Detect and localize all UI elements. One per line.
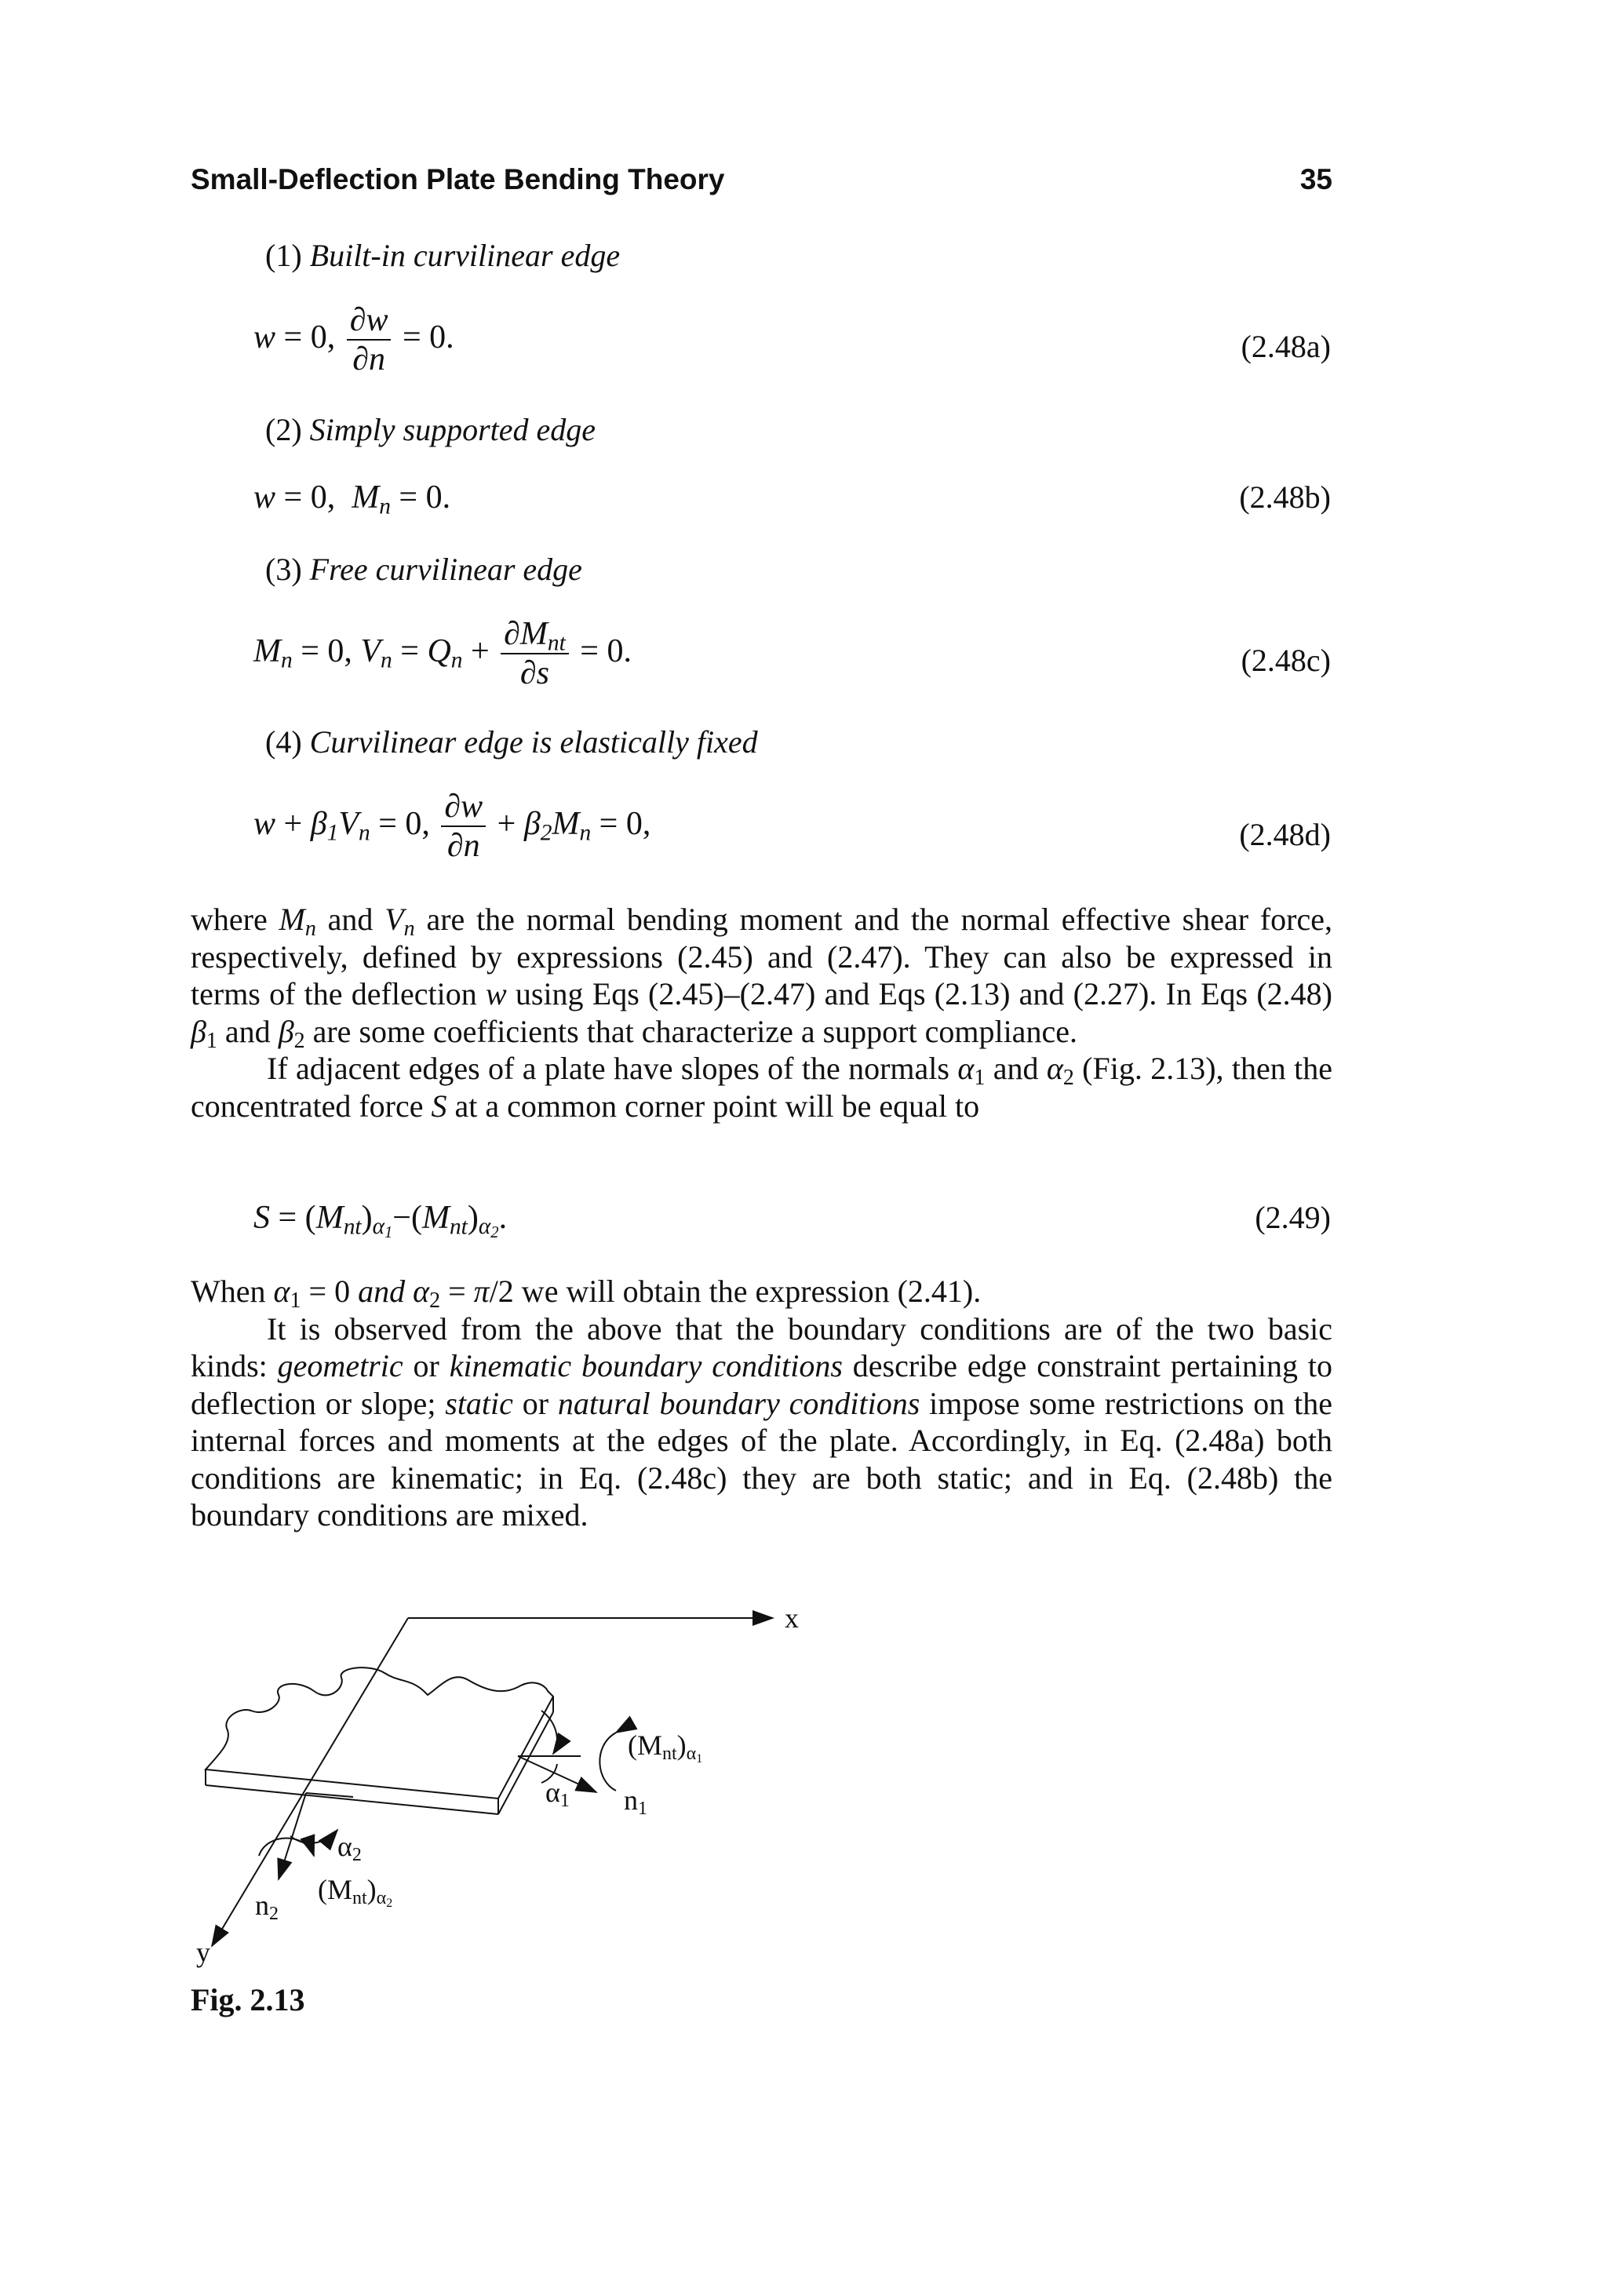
equation-2-48a: w = 0, $\frac{\partial w}{\partial n}$ = 0.: [253, 302, 454, 378]
n1-label: n1: [624, 1784, 647, 1819]
moment-m1-arrow: [599, 1733, 616, 1791]
plate-corner-diagram: [188, 1585, 879, 1993]
plate-top-face: [206, 1667, 553, 1799]
alpha1-arc: [541, 1711, 557, 1754]
alpha2-label: α2: [337, 1831, 362, 1865]
figure-caption: Fig. 2.13: [191, 1982, 305, 2017]
running-header-title: Small-Deflection Plate Bending Theory: [191, 163, 725, 195]
body-text-2: When $\alpha_1 = 0$ and $\alpha_2 = \pi/2$ we will obtain the expression (2.41). It is observed from the above that the boundary conditions are of the two basic kinds: geometric or kinematic boundary conditions describe edge constraint pertaining to deflection or slope; static or natural boundary conditions impose some restrictions on the internal forces and moments at the edges of the plate. Accordingly, in Eq. (2.48a) both conditions are kinematic; in Eq. (2.48c) they are both static; and in Eq. (2.48b) the boundary conditions are mixed.: [191, 1274, 1333, 1532]
normal-n2: [279, 1793, 306, 1879]
figure-2-13: [188, 1585, 879, 1997]
case-1-heading: (1) Built-in curvilinear edge: [265, 238, 621, 273]
m2-label: (Mnt)α2: [318, 1874, 393, 1910]
case-4-heading: (4) Curvilinear edge is elastically fixed: [265, 724, 758, 760]
x-axis-label: x: [785, 1602, 799, 1634]
case-3-heading: (3) Free curvilinear edge: [265, 552, 582, 587]
equation-2-48c: $M_n = 0$, $V_n = Q_n$ + $\frac{\partial M_{nt}}{\partial s}$ = 0.: [253, 616, 632, 692]
body-text-1: where $M_n$ and $V_n$ are the normal bending moment and the normal effective shear force, respectively, defined by expressions (2.45) and (2.47). They can also be expressed in terms of the deflection w using Eqs (2.45)–(2.47) and Eqs (2.13) and (2.27). In Eqs (2.48) $\beta_1$ and $\beta_2$ are some coefficients that characterize a support compliance. If adjacent edges of a plate have slopes of the normals $\alpha_1$ and $\alpha_2$ (Fig. 2.13), then the concentrated force S at a common corner point will be equal to: [191, 902, 1332, 1124]
n2-label: n2: [255, 1890, 279, 1924]
equation-number-2-48b: (2.48b): [1239, 479, 1331, 515]
equation-2-49: $S = (M_{nt})_{\alpha_1}-(M_{nt})_{\alpha_2}$.: [253, 1200, 508, 1242]
m1-label: (Mnt)α1: [628, 1729, 703, 1766]
equation-number-2-48d: (2.48d): [1239, 817, 1331, 852]
y-axis-label: y: [196, 1937, 210, 1968]
equation-number-2-48c: (2.48c): [1241, 643, 1331, 678]
equation-2-48b: w = 0, $M_n = 0$.: [253, 479, 451, 519]
alpha2-arc: [290, 1830, 337, 1843]
equation-number-2-49: (2.49): [1255, 1200, 1331, 1235]
page-number: 35: [1299, 163, 1332, 195]
case-2-heading: (2) Simply supported edge: [265, 412, 596, 447]
alpha1-label: α1: [545, 1777, 570, 1811]
equation-number-2-48a: (2.48a): [1241, 329, 1331, 364]
equation-2-48d: $w + \beta_1V_n = 0$, $\frac{\partial w}{\partial n}$ + $\beta_2M_n = 0$,: [253, 789, 651, 865]
